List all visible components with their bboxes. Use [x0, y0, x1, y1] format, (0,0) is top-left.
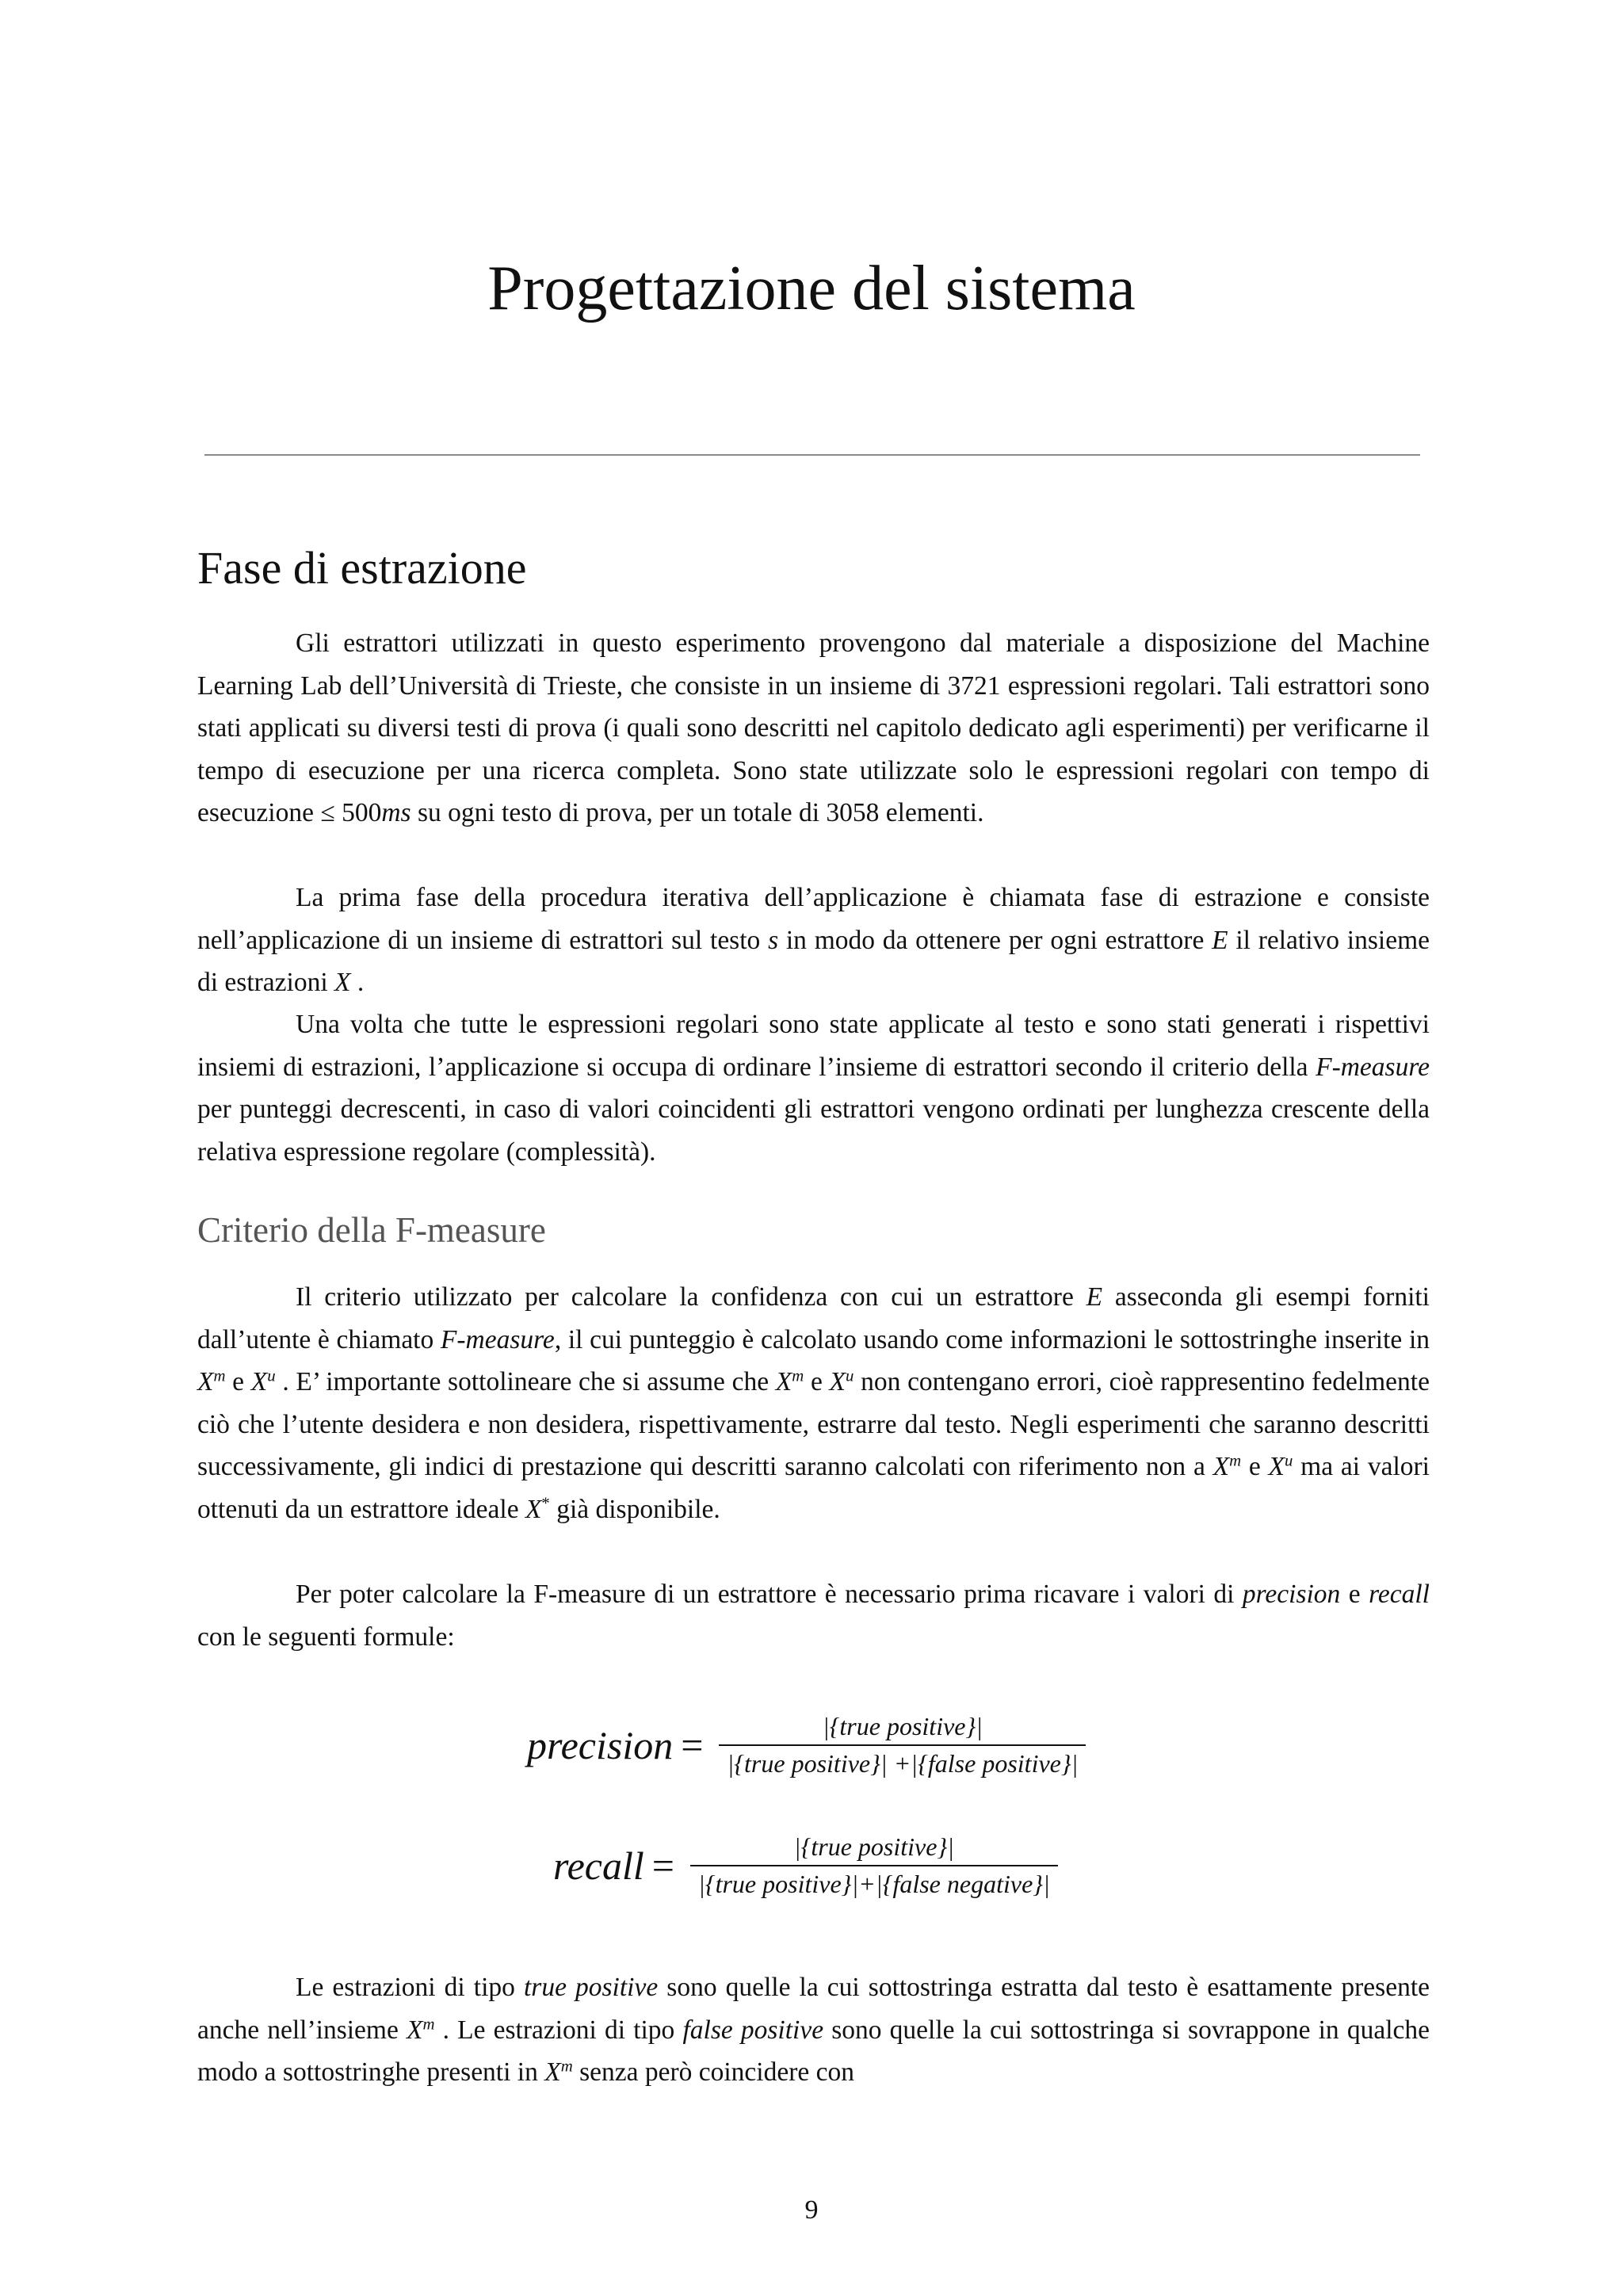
less-equal-symbol: ≤ — [320, 798, 335, 827]
emphasis: true positive — [523, 1973, 659, 2002]
chapter-title: Progettazione del sistema — [487, 254, 1136, 323]
section-heading: Fase di estrazione — [197, 542, 527, 594]
formula-lhs: precision — [527, 1723, 674, 1767]
equals-sign: = — [651, 1843, 674, 1888]
paragraph-3 — [197, 1003, 1430, 1173]
text: già disponibile. — [549, 1494, 720, 1524]
text: il relativo insieme di estrazioni — [197, 925, 1430, 997]
text: con le seguenti formule: — [197, 1622, 455, 1652]
math-symbol: X — [829, 1367, 846, 1396]
math-symbol: X — [1212, 1452, 1230, 1481]
emphasis: F-measure — [440, 1324, 555, 1354]
numerator: |{true positive}| — [793, 1832, 955, 1861]
emphasis: recall — [1369, 1580, 1430, 1609]
paragraph-6 — [197, 1966, 1430, 2094]
text: per punteggi decrescenti, in caso di valori coincidenti gli estrattori vengono ordinati per lunghezza crescente della relativa espressione regolare (complessità). — [197, 1095, 1430, 1167]
text: ma ai valori ottenuti da un estrattore ideale — [197, 1452, 1430, 1524]
text: e — [225, 1367, 251, 1396]
numerator: |{true positive}| — [822, 1712, 983, 1740]
time-unit: ms — [381, 798, 411, 827]
paragraph-4 — [197, 1276, 1430, 1530]
math-symbol: s — [768, 925, 779, 955]
math-symbol: X — [544, 2057, 561, 2087]
fraction — [690, 1832, 1058, 1899]
text: Una volta che tutte le espressioni regolari sono state applicate al testo e sono stati generati i rispettivi insiemi di estrazioni, l’applicazione si occupa di ordinare l’insieme di estrattori secondo il criterio della — [197, 1010, 1430, 1082]
math-symbol: X — [334, 968, 351, 997]
text: . Le estrazioni di tipo — [434, 2015, 683, 2045]
recall-formula — [553, 1832, 1058, 1899]
text: in modo da ottenere per ogni estrattore — [778, 925, 1212, 955]
text: non contengano errori, cioè rappresentino fedelmente ciò che l’utente desidera e non desidera, rispettivamente, estrarre dal testo. Negli esperimenti che saranno descritti successivamente, gli indici di prestazione qui descritti saranno calcolati con riferimento non a — [197, 1367, 1430, 1481]
superscript: m — [422, 2015, 435, 2034]
text: su ogni testo di prova, per un totale di 3058 elementi. — [411, 798, 984, 827]
page-number: 9 — [804, 2195, 819, 2225]
equals-sign: = — [681, 1723, 704, 1767]
superscript: u — [267, 1366, 276, 1385]
math-symbol: X — [407, 2015, 423, 2045]
math-symbol: X — [775, 1367, 792, 1396]
math-symbol: X — [250, 1367, 268, 1396]
superscript: * — [541, 1494, 550, 1513]
text: . E’ importante sottolineare che si assume che — [275, 1367, 776, 1396]
superscript: u — [846, 1366, 854, 1385]
text: senza però coincidere con — [572, 2057, 854, 2087]
paragraph-5 — [197, 1573, 1430, 1658]
time-value: 500 — [334, 798, 382, 827]
math-symbol: E — [1212, 925, 1228, 955]
math-symbol: E — [1086, 1282, 1103, 1312]
text: e — [1241, 1452, 1269, 1481]
math-symbol: X — [1268, 1452, 1285, 1481]
text: Gli estrattori utilizzati in questo esperimento provengono dal materiale a disposizione del Machine Learning Lab dell’Università di Trieste, che consiste in un insieme di 3721 espressioni regolari. Tali estrattori sono stati applicati su diversi testi di prova (i quali sono descritti nel capitolo dedicato agli esperimenti) per verificarne il tempo di esecuzione per una ricerca completa. Sono state utilizzate solo le espressioni regolari con tempo di esecuzione — [197, 628, 1430, 827]
emphasis: precision — [1242, 1580, 1341, 1609]
title-divider — [204, 454, 1420, 456]
text: Le estrazioni di tipo — [296, 1973, 524, 2002]
paragraph-2 — [197, 877, 1430, 1004]
text: e — [1340, 1580, 1369, 1609]
text: . — [350, 968, 365, 997]
superscript: m — [213, 1366, 226, 1385]
paragraph-1 — [197, 622, 1430, 835]
text: sono quelle la cui sottostringa estratta dal testo è esattamente presente anche nell’insieme — [197, 1973, 1430, 2045]
text: sono quelle la cui sottostringa si sovrappone in qualche modo a sottostringhe presenti in — [197, 2015, 1430, 2087]
fraction — [719, 1712, 1086, 1778]
text: Il criterio utilizzato per calcolare la confidenza con cui un estrattore — [296, 1282, 1086, 1312]
superscript: m — [792, 1366, 804, 1385]
math-symbol: X — [525, 1494, 542, 1524]
emphasis: false positive — [682, 2015, 824, 2045]
precision-formula — [527, 1712, 1086, 1778]
superscript: u — [1285, 1451, 1293, 1470]
emphasis: F-measure — [1316, 1052, 1430, 1082]
denominator: |{true positive}|+|{false negative}| — [690, 1865, 1058, 1899]
text: e — [804, 1367, 830, 1396]
text: La prima fase della procedura iterativa dell’applicazione è chiamata fase di estrazione e consiste nell’applicazione di un insieme di estrattori sul testo — [197, 883, 1430, 955]
text: asseconda gli esempi forniti dall’utente è chiamato — [197, 1282, 1430, 1354]
math-symbol: X — [197, 1367, 214, 1396]
superscript: m — [1229, 1451, 1242, 1470]
subsection-heading: Criterio della F-measure — [197, 1210, 546, 1250]
superscript: m — [560, 2057, 573, 2076]
text: Per poter calcolare la F-measure di un estrattore è necessario prima ricavare i valori di — [296, 1580, 1243, 1609]
text: , il cui punteggio è calcolato usando come informazioni le sottostringhe inserite in — [554, 1324, 1430, 1354]
formula-lhs: recall — [553, 1843, 644, 1888]
denominator: |{true positive}| +|{false positive}| — [719, 1744, 1086, 1778]
